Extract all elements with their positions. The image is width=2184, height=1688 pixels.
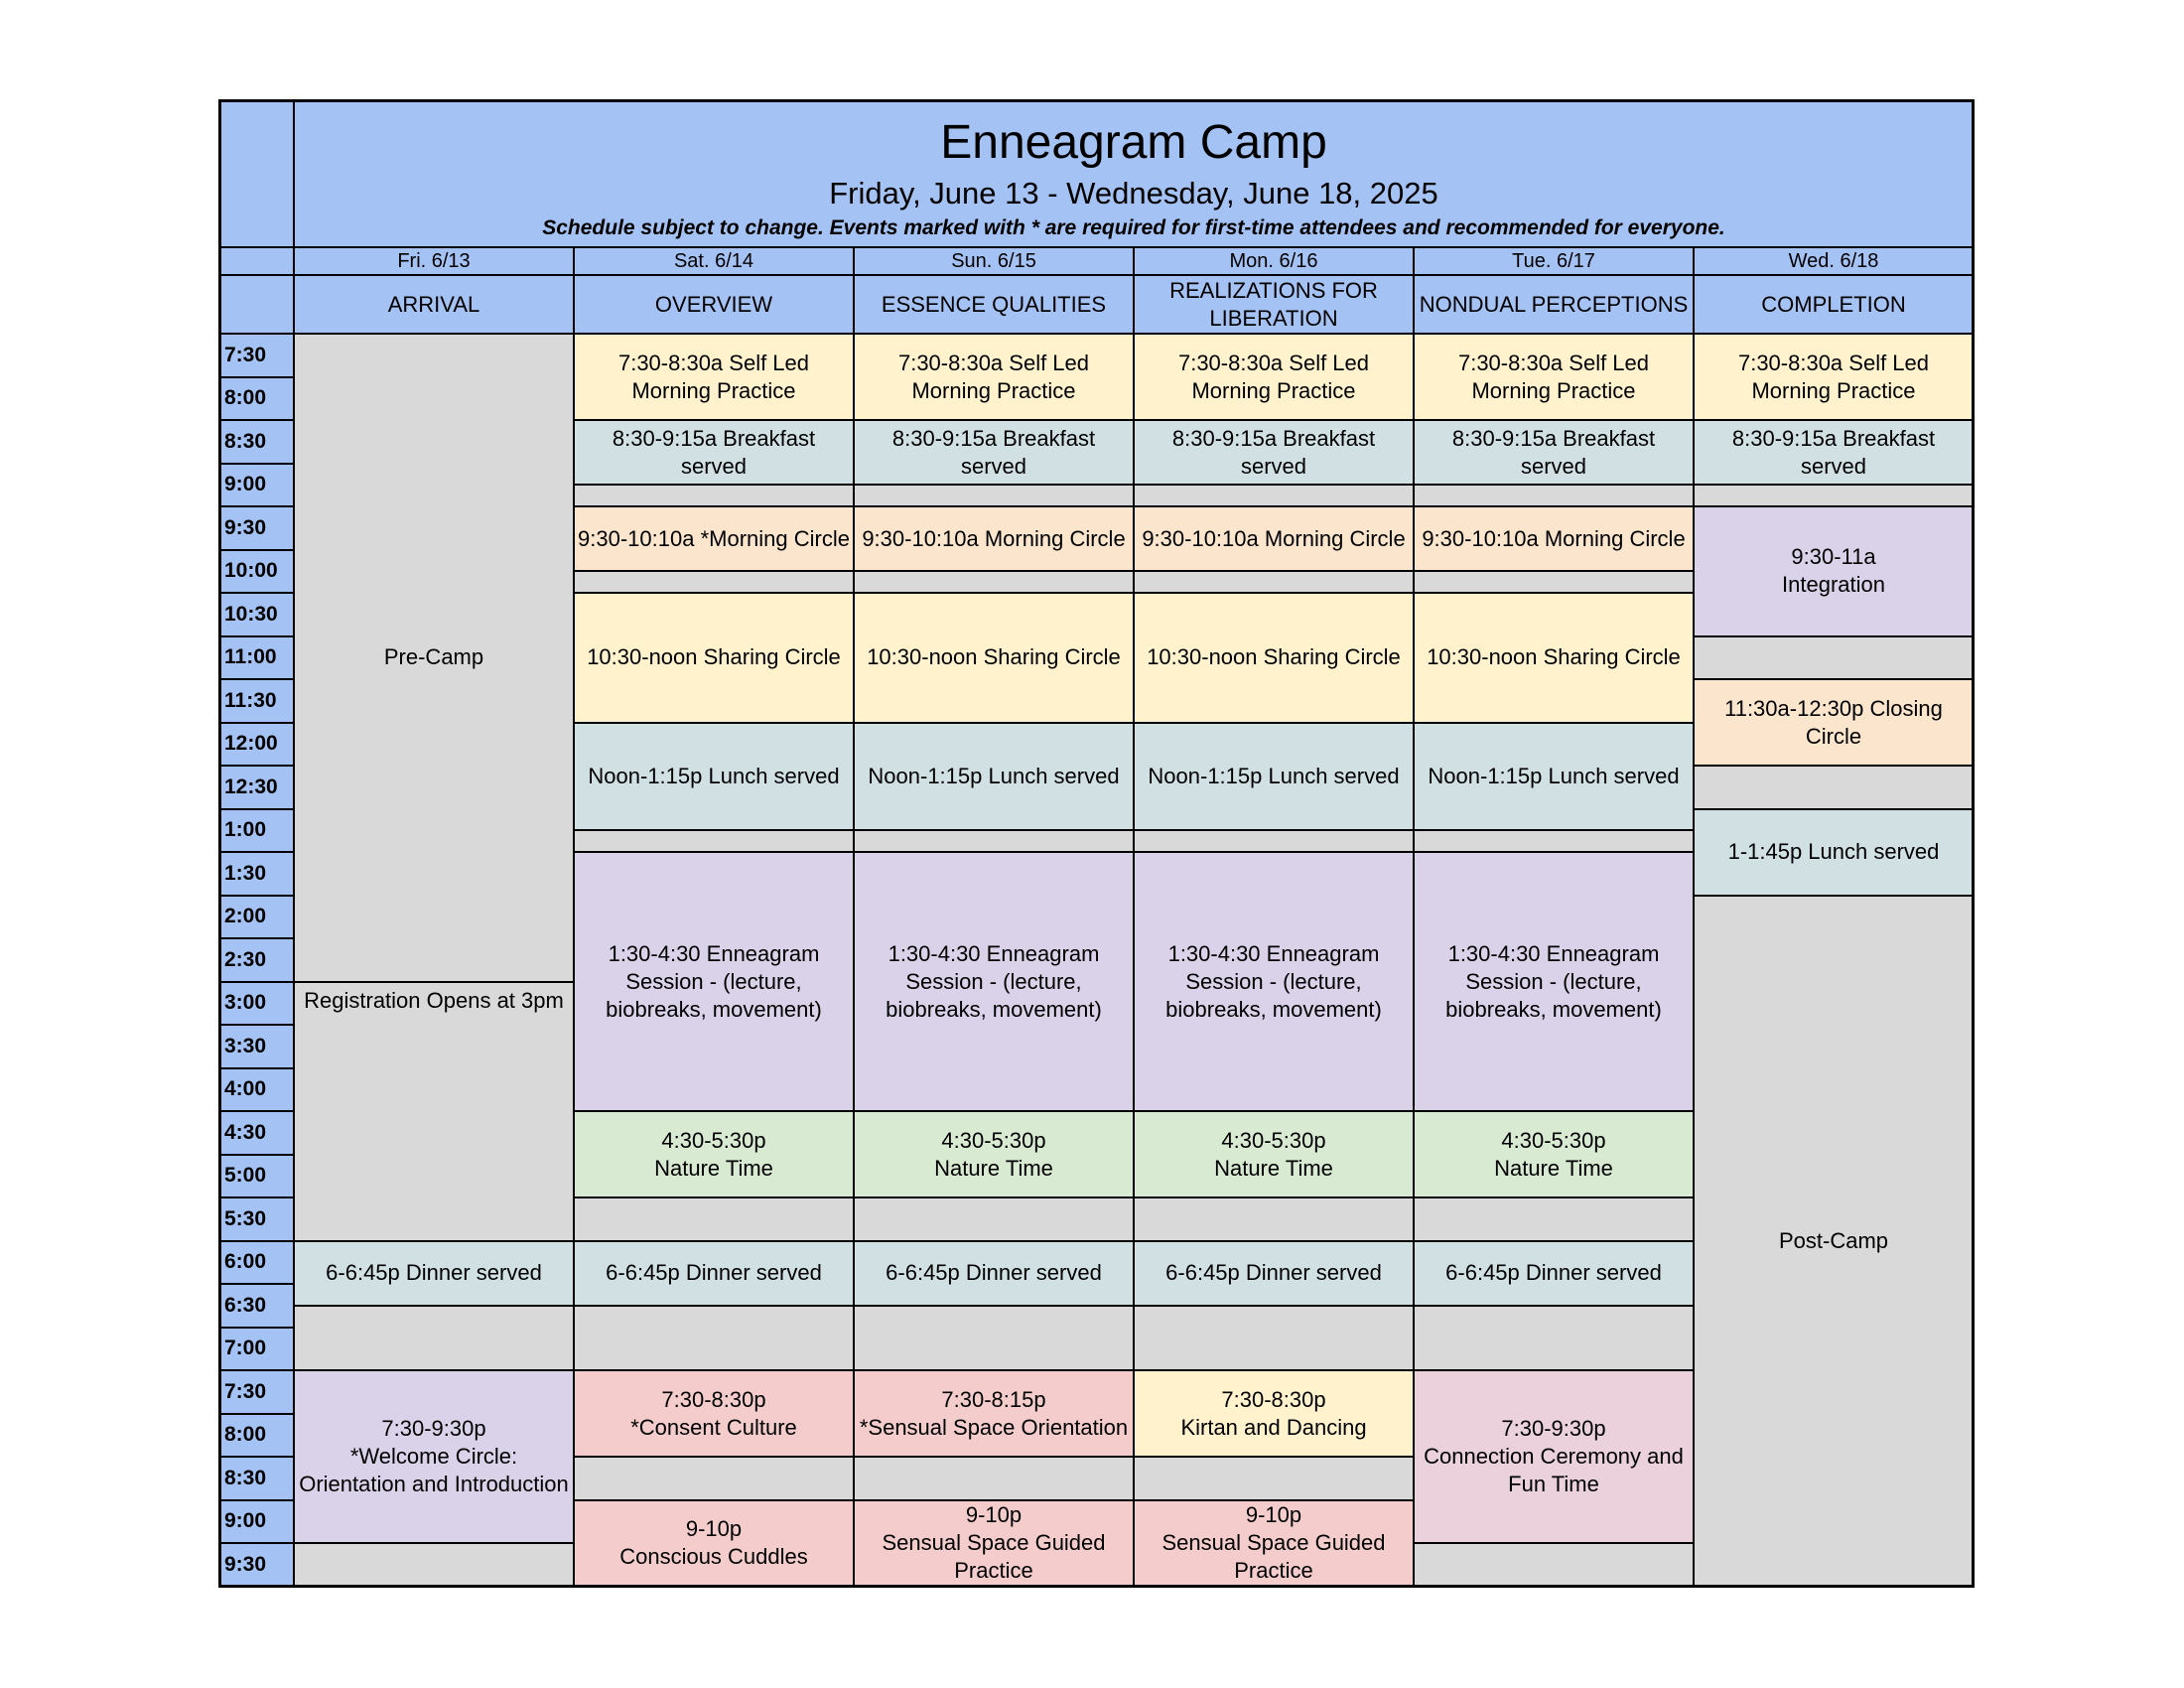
schedule-event: 9:30-10:10a Morning Circle [1413, 505, 1695, 572]
schedule-event: 10:30-noon Sharing Circle [1133, 592, 1415, 724]
schedule-gap [853, 1456, 1135, 1501]
schedule-event: 7:30-8:30p Kirtan and Dancing [1133, 1369, 1415, 1458]
day-date-header: Wed. 6/18 [1693, 246, 1975, 276]
time-label: 11:00 [218, 635, 295, 681]
time-label: 4:30 [218, 1110, 295, 1156]
day-date-header: Tue. 6/17 [1413, 246, 1695, 276]
time-label: 6:00 [218, 1240, 295, 1286]
schedule-event: 6-6:45p Dinner served [1413, 1240, 1695, 1307]
time-label: 8:00 [218, 376, 295, 422]
schedule-gap [853, 1196, 1135, 1242]
schedule-gap [573, 1305, 855, 1371]
day-theme-header: NONDUAL PERCEPTIONS [1413, 274, 1695, 335]
page-title: Enneagram Camp [940, 116, 1327, 169]
schedule-event: 7:30-9:30p Connection Ceremony and Fun Time [1413, 1369, 1695, 1544]
schedule-gap [1133, 484, 1415, 507]
day-date-header: Fri. 6/13 [293, 246, 575, 276]
time-label: 9:00 [218, 463, 295, 508]
schedule-event: 8:30-9:15a Breakfast served [853, 419, 1135, 486]
schedule-event: 6-6:45p Dinner served [1133, 1240, 1415, 1307]
time-label: 12:30 [218, 765, 295, 810]
schedule-gap [1133, 1196, 1415, 1242]
schedule-event: 9:30-10:10a *Morning Circle [573, 505, 855, 572]
schedule-gap [573, 570, 855, 594]
schedule-event: 9-10p Sensual Space Guided Practice [1133, 1499, 1415, 1588]
schedule-event: 7:30-9:30p *Welcome Circle: Orientation and Introduction [293, 1369, 575, 1544]
time-label: 7:30 [218, 333, 295, 378]
corner-cell [218, 274, 295, 335]
day-date-header: Sat. 6/14 [573, 246, 855, 276]
schedule-event: 7:30-8:30a Self Led Morning Practice [1413, 333, 1695, 421]
schedule-event: 1-1:45p Lunch served [1693, 808, 1975, 897]
schedule-gap [853, 570, 1135, 594]
time-label: 3:00 [218, 981, 295, 1027]
time-label: 8:30 [218, 419, 295, 465]
schedule-gap [293, 1542, 575, 1588]
day-date-header: Sun. 6/15 [853, 246, 1135, 276]
schedule-gap [853, 484, 1135, 507]
schedule-event: 9:30-10:10a Morning Circle [853, 505, 1135, 572]
time-label: 7:30 [218, 1369, 295, 1415]
schedule-gap [573, 1196, 855, 1242]
day-theme-header: OVERVIEW [573, 274, 855, 335]
schedule-event: 9-10p Sensual Space Guided Practice [853, 1499, 1135, 1588]
schedule-gap [1413, 484, 1695, 507]
schedule-gap [1693, 635, 1975, 681]
schedule-event: 10:30-noon Sharing Circle [573, 592, 855, 724]
time-label: 3:30 [218, 1024, 295, 1069]
time-label: 7:00 [218, 1327, 295, 1372]
time-label: 6:30 [218, 1283, 295, 1329]
schedule-event: 7:30-8:30a Self Led Morning Practice [573, 333, 855, 421]
time-label: 4:00 [218, 1067, 295, 1113]
schedule-event: 6-6:45p Dinner served [573, 1240, 855, 1307]
time-label: 9:00 [218, 1499, 295, 1545]
time-label: 10:00 [218, 549, 295, 595]
schedule-event: 7:30-8:30a Self Led Morning Practice [1133, 333, 1415, 421]
schedule-event: 1:30-4:30 Enneagram Session - (lecture, biobreaks, movement) [573, 851, 855, 1112]
schedule-event: 1:30-4:30 Enneagram Session - (lecture, biobreaks, movement) [853, 851, 1135, 1112]
schedule-event: Noon-1:15p Lunch served [1133, 722, 1415, 832]
schedule-event: 6-6:45p Dinner served [853, 1240, 1135, 1307]
schedule-event: Noon-1:15p Lunch served [1413, 722, 1695, 832]
schedule-event: 1:30-4:30 Enneagram Session - (lecture, biobreaks, movement) [1133, 851, 1415, 1112]
schedule-event: 8:30-9:15a Breakfast served [573, 419, 855, 486]
day-theme-header: ARRIVAL [293, 274, 575, 335]
schedule-event: 4:30-5:30p Nature Time [1413, 1110, 1695, 1198]
schedule-event: 7:30-8:30a Self Led Morning Practice [1693, 333, 1975, 421]
schedule-event: 7:30-8:30p *Consent Culture [573, 1369, 855, 1458]
schedule-event: Post-Camp [1693, 895, 1975, 1588]
schedule-event: 8:30-9:15a Breakfast served [1693, 419, 1975, 486]
schedule-event: 9:30-10:10a Morning Circle [1133, 505, 1415, 572]
schedule-event: 11:30a-12:30p Closing Circle [1693, 678, 1975, 767]
schedule-event: 4:30-5:30p Nature Time [1133, 1110, 1415, 1198]
schedule-gap [573, 484, 855, 507]
schedule-event: 7:30-8:30a Self Led Morning Practice [853, 333, 1135, 421]
schedule-gap [1413, 1305, 1695, 1371]
time-label: 5:30 [218, 1196, 295, 1242]
day-date-header: Mon. 6/16 [1133, 246, 1415, 276]
time-label: 8:30 [218, 1456, 295, 1501]
time-label: 5:00 [218, 1154, 295, 1199]
schedule-gap [1693, 765, 1975, 810]
corner-cell [218, 99, 295, 248]
schedule-gap [1413, 1196, 1695, 1242]
day-theme-header: COMPLETION [1693, 274, 1975, 335]
schedule-gap [853, 829, 1135, 853]
schedule-event: Noon-1:15p Lunch served [573, 722, 855, 832]
schedule-event: 9-10p Conscious Cuddles [573, 1499, 855, 1588]
schedule-gap [573, 1456, 855, 1501]
time-label: 8:00 [218, 1413, 295, 1459]
schedule-event: 6-6:45p Dinner served [293, 1240, 575, 1307]
time-label: 2:30 [218, 937, 295, 983]
schedule-gap [293, 1305, 575, 1371]
schedule-event: 4:30-5:30p Nature Time [573, 1110, 855, 1198]
time-label: 9:30 [218, 505, 295, 551]
schedule-gap [1133, 829, 1415, 853]
time-label: 12:00 [218, 722, 295, 768]
time-label: 11:30 [218, 678, 295, 724]
schedule-event: 9:30-11a Integration [1693, 505, 1975, 637]
schedule-gap [573, 829, 855, 853]
schedule-gap [1133, 1456, 1415, 1501]
schedule-event: 7:30-8:15p *Sensual Space Orientation [853, 1369, 1135, 1458]
schedule-gap [1133, 570, 1415, 594]
corner-cell [218, 246, 295, 276]
time-label: 1:30 [218, 851, 295, 897]
schedule-event: 8:30-9:15a Breakfast served [1413, 419, 1695, 486]
time-label: 2:00 [218, 895, 295, 940]
schedule-event: 4:30-5:30p Nature Time [853, 1110, 1135, 1198]
schedule-event: 8:30-9:15a Breakfast served [1133, 419, 1415, 486]
schedule-gap [1693, 484, 1975, 507]
day-theme-header: ESSENCE QUALITIES [853, 274, 1135, 335]
time-label: 1:00 [218, 808, 295, 854]
time-label: 10:30 [218, 592, 295, 637]
schedule-gap [1413, 829, 1695, 853]
schedule-event: Noon-1:15p Lunch served [853, 722, 1135, 832]
schedule-note: Schedule subject to change. Events marked with * are required for first-time attendees and recommended for everyone. [542, 216, 1725, 239]
time-label: 9:30 [218, 1542, 295, 1588]
schedule-event: 10:30-noon Sharing Circle [853, 592, 1135, 724]
schedule-gap [853, 1305, 1135, 1371]
schedule-event: 10:30-noon Sharing Circle [1413, 592, 1695, 724]
schedule-gap [1413, 570, 1695, 594]
schedule-gap [1413, 1542, 1695, 1588]
page-subtitle: Friday, June 13 - Wednesday, June 18, 2025 [829, 176, 1438, 211]
schedule-gap [1133, 1305, 1415, 1371]
schedule-event: Pre-Camp [293, 333, 575, 983]
day-theme-header: REALIZATIONS FOR LIBERATION [1133, 274, 1415, 335]
schedule-event: Registration Opens at 3pm [293, 981, 575, 1242]
schedule-event: 1:30-4:30 Enneagram Session - (lecture, biobreaks, movement) [1413, 851, 1695, 1112]
